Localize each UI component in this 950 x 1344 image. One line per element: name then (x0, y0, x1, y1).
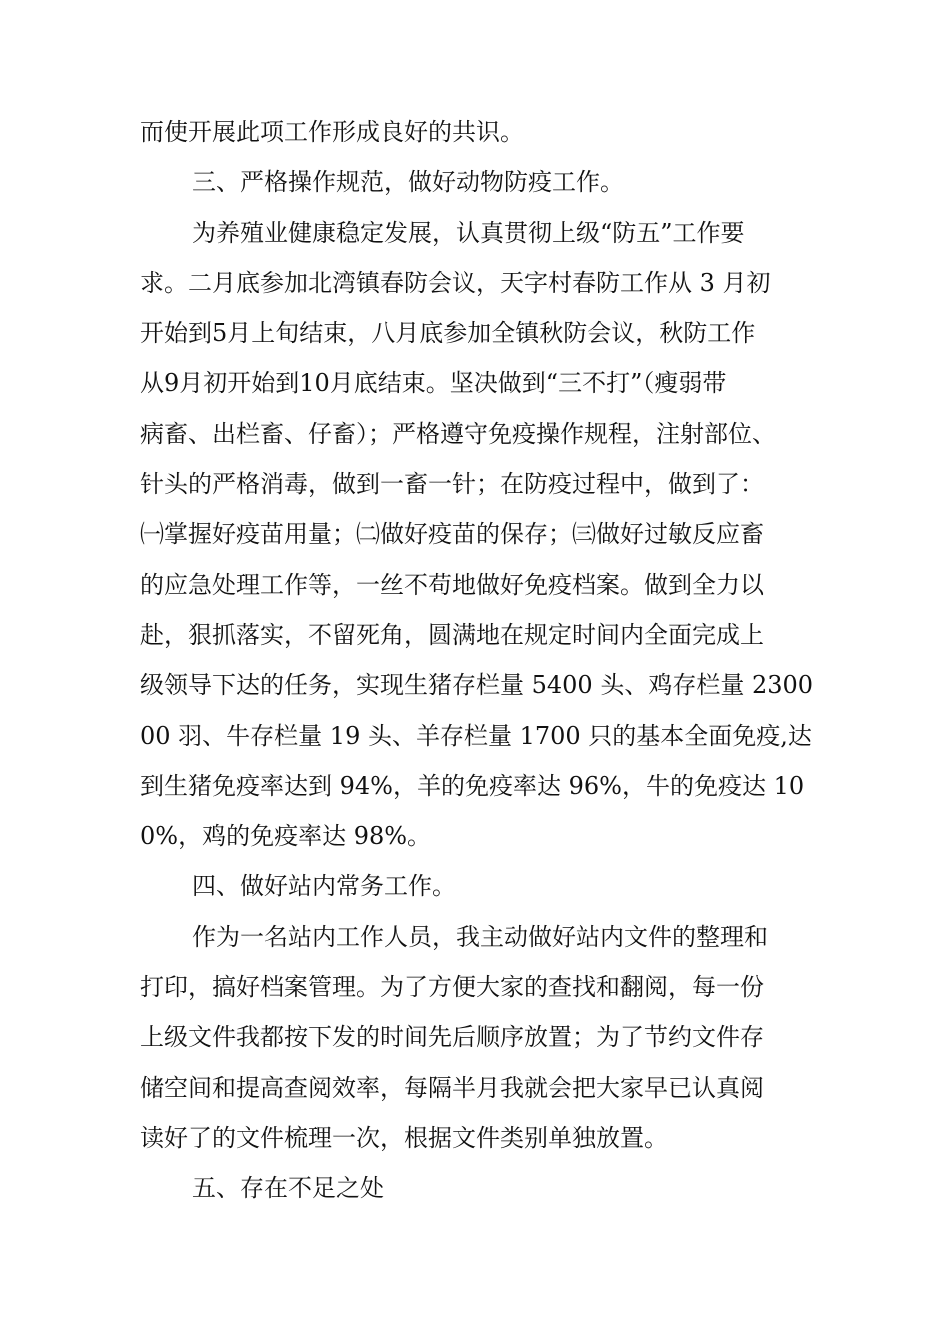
paragraph-line: ㈠掌握好疫苗用量；㈡做好疫苗的保存；㈢做好过敏反应畜 (140, 520, 764, 549)
paragraph-line: 读好了的文件梳理一次，根据文件类别单独放置。 (140, 1123, 668, 1152)
section-heading-5: 五、存在不足之处 (192, 1174, 384, 1203)
paragraph-line: 的应急处理工作等，一丝不苟地做好免疫档案。做到全力以 (140, 570, 764, 599)
paragraph-line: 0%，鸡的免疫率达 98%。 (140, 822, 432, 851)
paragraph-line: 赴，狠抓落实，不留死角，圆满地在规定时间内全面完成上 (140, 620, 764, 649)
section-heading-4: 四、做好站内常务工作。 (192, 872, 456, 901)
paragraph-line: 到生猪免疫率达到 94%，羊的免疫率达 96%，牛的免疫达 10 (140, 771, 805, 800)
paragraph-line: 为养殖业健康稳定发展，认真贯彻上级“防五”工作要 (192, 218, 745, 247)
section-heading-3: 三、严格操作规范，做好动物防疫工作。 (192, 168, 624, 197)
document-body (140, 107, 830, 1214)
paragraph-line: 开始到5月上旬结束，八月底参加全镇秋防会议，秋防工作 (140, 319, 756, 348)
paragraph-line: 上级文件我都按下发的时间先后顺序放置；为了节约文件存 (140, 1023, 764, 1052)
paragraph-line: 储空间和提高查阅效率，每隔半月我就会把大家早已认真阅 (140, 1073, 764, 1102)
paragraph-line: 作为一名站内工作人员，我主动做好站内文件的整理和 (192, 922, 768, 951)
paragraph-line: 从9月初开始到10月底结束。坚决做到“三不打”（瘦弱带 (140, 369, 727, 398)
paragraph-line: 病畜、出栏畜、仔畜）；严格遵守免疫操作规程，注射部位、 (140, 419, 776, 448)
paragraph-line: 而使开展此项工作形成良好的共识。 (140, 118, 524, 146)
paragraph-line: 级领导下达的任务，实现生猪存栏量 5400 头、鸡存栏量 2300 (140, 671, 814, 700)
paragraph-line: 求。二月底参加北湾镇春防会议，天字村春防工作从 3 月初 (140, 268, 771, 297)
paragraph-line: 00 羽、牛存栏量 19 头、羊存栏量 1700 只的基本全面免疫,达 (140, 721, 812, 750)
paragraph-line: 打印，搞好档案管理。为了方便大家的查找和翻阅，每一份 (140, 973, 764, 1002)
paragraph-line: 针头的严格消毒，做到一畜一针；在防疫过程中，做到了： (140, 470, 764, 499)
